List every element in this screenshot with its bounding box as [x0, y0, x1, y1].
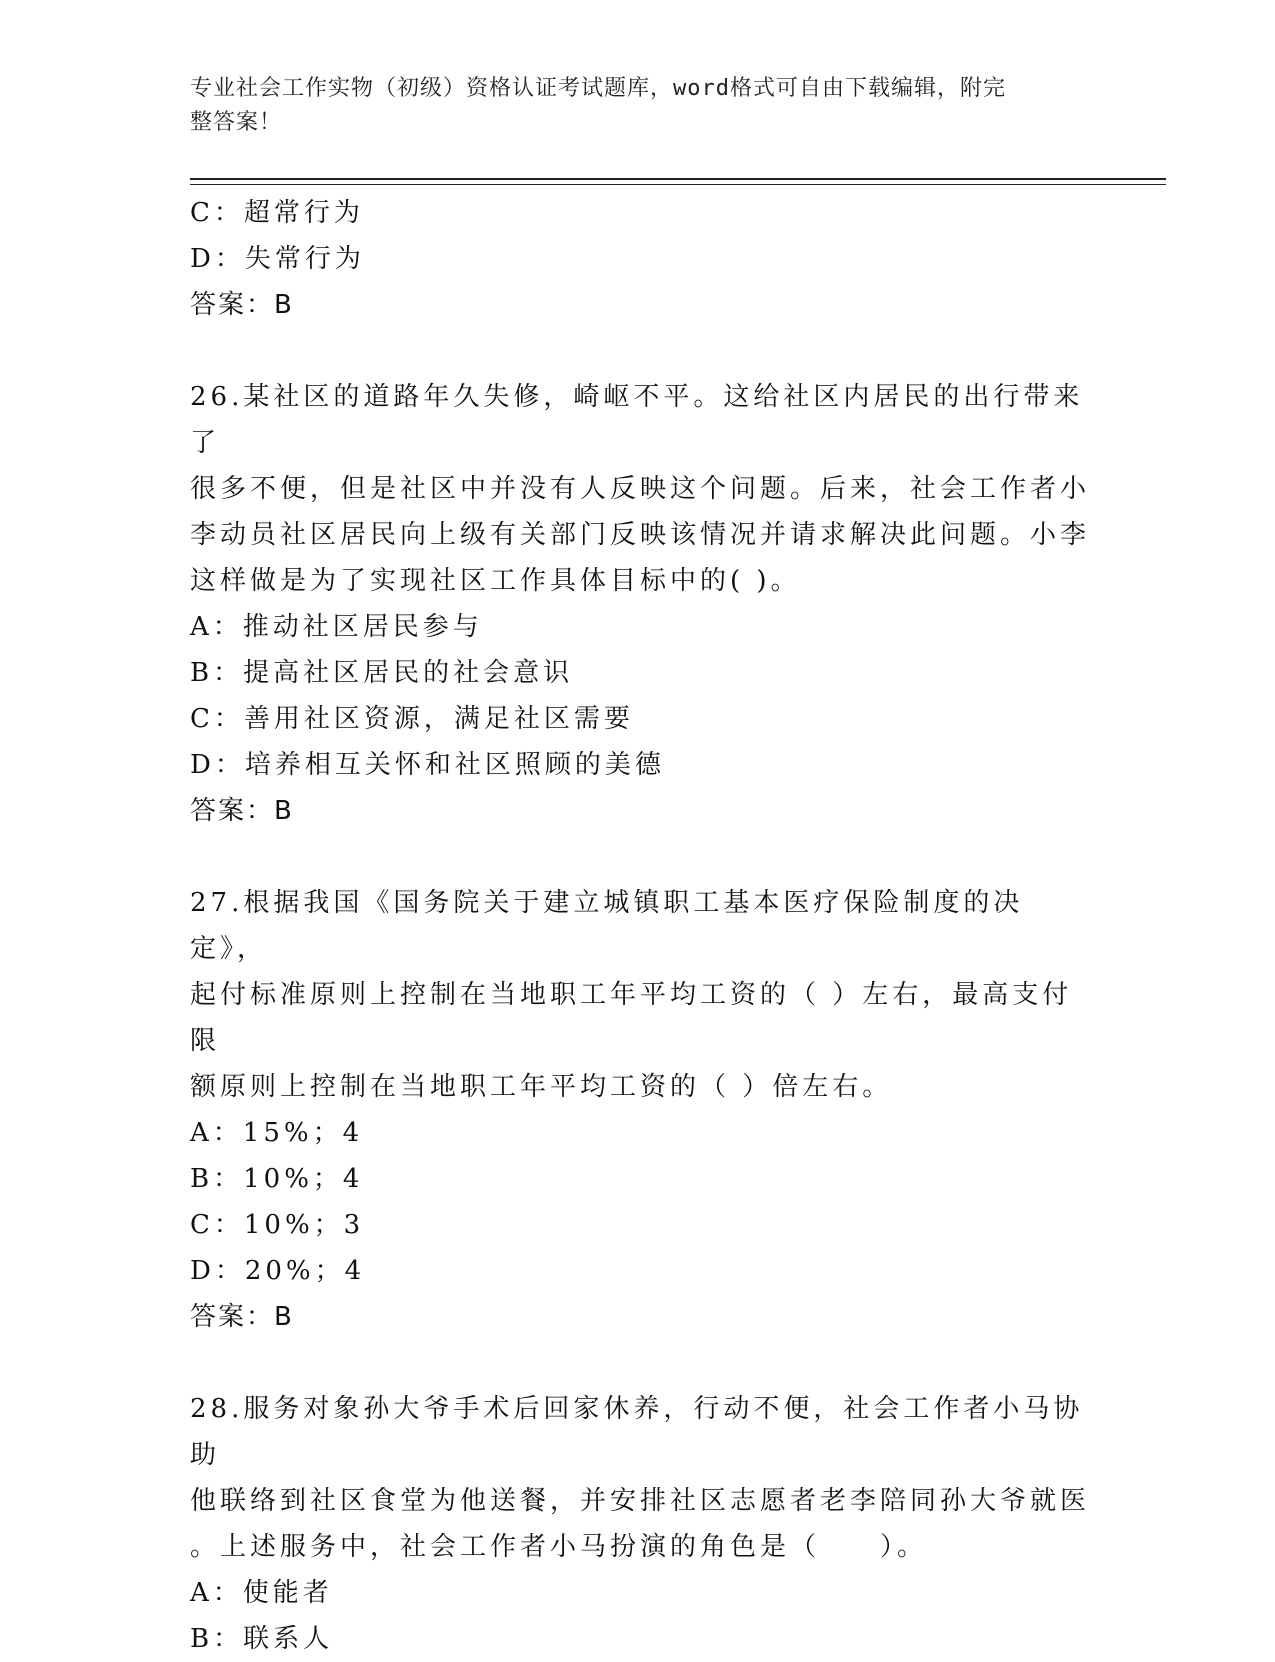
option-a: A：使能者 [190, 1578, 333, 1608]
answer-line: 答案：B [190, 796, 294, 826]
option-c: C：善用社区资源，满足社区需要 [190, 704, 634, 734]
question-26 [190, 374, 1090, 834]
header-line-1: 专业社会工作实物（初级）资格认证考试题库，word格式可自由下载编辑，附完 [190, 76, 1006, 101]
option-b: B：10%；4 [190, 1164, 364, 1194]
answer-line: 答案：B [190, 290, 294, 320]
header-divider-thin [190, 184, 1166, 185]
question-text-line: 他联络到社区食堂为他送餐，并安排社区志愿者老李陪同孙大爷就医 [190, 1486, 1091, 1516]
question-text-line: 这样做是为了实现社区工作具体目标中的( )。 [190, 566, 801, 596]
option-b: B：提高社区居民的社会意识 [190, 658, 574, 688]
question-content [190, 190, 1090, 1662]
question-text-line: 很多不便，但是社区中并没有人反映这个问题。后来，社会工作者小 [190, 474, 1091, 504]
page-header [190, 72, 1090, 140]
question-28 [190, 1386, 1090, 1662]
option-b: B：联系人 [190, 1624, 334, 1654]
header-line-2: 整答案！ [190, 110, 283, 135]
option-d: D：培养相互关怀和社区照顾的美德 [190, 750, 665, 780]
answer-line: 答案：B [190, 1302, 294, 1332]
option-d: D：失常行为 [190, 244, 365, 274]
option-a: A：15%；4 [190, 1118, 364, 1148]
question-text-line: 李动员社区居民向上级有关部门反映该情况并请求解决此问题。小李 [190, 520, 1091, 550]
option-a: A：推动社区居民参与 [190, 612, 483, 642]
question-27 [190, 880, 1090, 1340]
option-c: C：超常行为 [190, 198, 364, 228]
question-text-line: 26.某社区的道路年久失修，崎岖不平。这给社区内居民的出行带来了 [190, 382, 1084, 458]
option-d: D：20%；4 [190, 1256, 366, 1286]
question-text-line: 28.服务对象孙大爷手术后回家休养，行动不便，社会工作者小马协助 [190, 1394, 1084, 1470]
question-text-line: 额原则上控制在当地职工年平均工资的（ ）倍左右。 [190, 1072, 893, 1102]
question-text-line: 。上述服务中，社会工作者小马扮演的角色是（ ）。 [190, 1532, 928, 1562]
question-text-line: 27.根据我国《国务院关于建立城镇职工基本医疗保险制度的决定》， [190, 888, 1024, 964]
option-c: C：10%；3 [190, 1210, 365, 1240]
question-text-line: 起付标准原则上控制在当地职工年平均工资的（ ）左右，最高支付限 [190, 980, 1073, 1056]
question-25-tail [190, 190, 1090, 328]
header-divider-thick [190, 178, 1166, 180]
